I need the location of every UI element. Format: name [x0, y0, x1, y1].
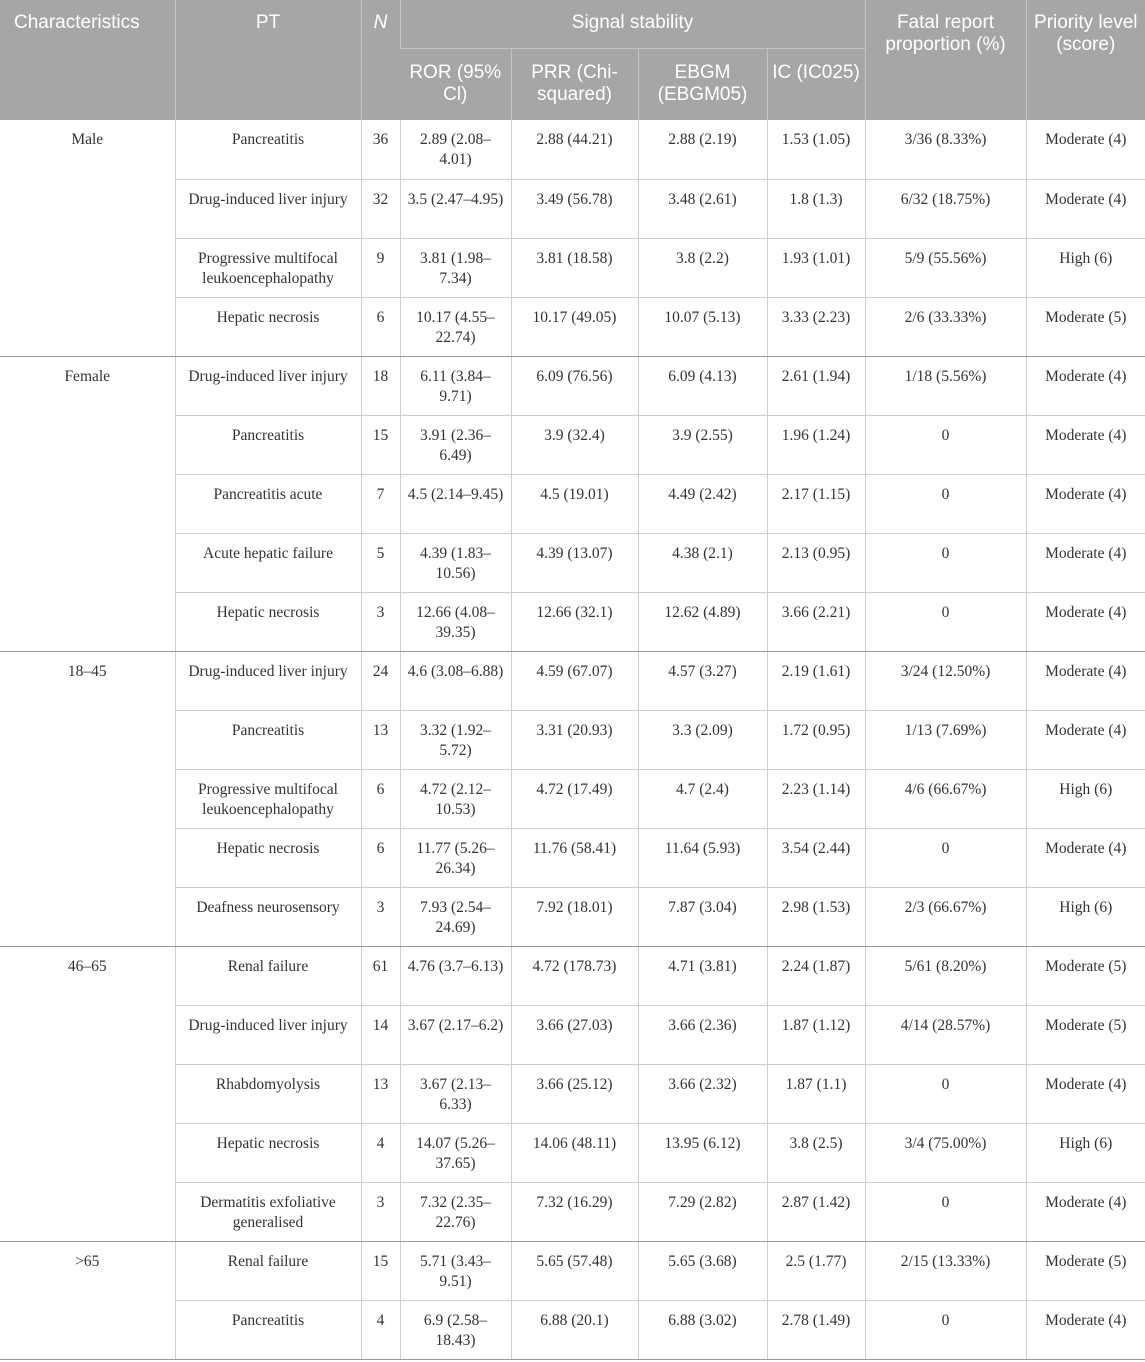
cell-fatal: 3/4 (75.00%)	[865, 1123, 1026, 1182]
cell-priority: Moderate (4)	[1026, 533, 1145, 592]
cell-pt: Progressive multifocal leukoencephalopathy	[175, 238, 361, 297]
cell-fatal: 4/6 (66.67%)	[865, 769, 1026, 828]
cell-pt: Hepatic necrosis	[175, 592, 361, 651]
cell-pt: Hepatic necrosis	[175, 828, 361, 887]
cell-priority: Moderate (4)	[1026, 415, 1145, 474]
cell-priority: Moderate (4)	[1026, 1064, 1145, 1123]
cell-ebgm: 5.65 (3.68)	[638, 1241, 767, 1300]
cell-pt: Rhabdomyolysis	[175, 1064, 361, 1123]
cell-pt: Progressive multifocal leukoencephalopathy	[175, 769, 361, 828]
cell-ebgm: 3.66 (2.32)	[638, 1064, 767, 1123]
table-row	[0, 356, 1145, 415]
cell-ebgm: 10.07 (5.13)	[638, 297, 767, 356]
cell-fatal: 1/13 (7.69%)	[865, 710, 1026, 769]
cell-prr: 3.66 (25.12)	[511, 1064, 638, 1123]
cell-ic: 2.87 (1.42)	[767, 1182, 865, 1241]
cell-ror: 10.17 (4.55–22.74)	[400, 297, 511, 356]
cell-ic: 3.66 (2.21)	[767, 592, 865, 651]
cell-ic: 2.24 (1.87)	[767, 946, 865, 1005]
cell-n: 14	[361, 1005, 400, 1064]
cell-pt: Acute hepatic failure	[175, 533, 361, 592]
cell-prr: 4.59 (67.07)	[511, 651, 638, 710]
cell-pt: Drug-induced liver injury	[175, 1005, 361, 1064]
header-priority: Priority level (score)	[1026, 0, 1145, 120]
cell-ebgm: 4.38 (2.1)	[638, 533, 767, 592]
cell-n: 15	[361, 415, 400, 474]
cell-n: 13	[361, 1064, 400, 1123]
header-ic: IC (IC025)	[767, 48, 865, 120]
cell-ebgm: 3.66 (2.36)	[638, 1005, 767, 1064]
cell-fatal: 2/6 (33.33%)	[865, 297, 1026, 356]
cell-ic: 1.96 (1.24)	[767, 415, 865, 474]
cell-ic: 2.5 (1.77)	[767, 1241, 865, 1300]
cell-ror: 3.81 (1.98–7.34)	[400, 238, 511, 297]
header-n: N	[361, 0, 400, 120]
cell-fatal: 0	[865, 474, 1026, 533]
cell-n: 5	[361, 533, 400, 592]
cell-n: 36	[361, 120, 400, 179]
cell-n: 24	[361, 651, 400, 710]
cell-prr: 3.81 (18.58)	[511, 238, 638, 297]
cell-ic: 2.78 (1.49)	[767, 1300, 865, 1359]
cell-pt: Hepatic necrosis	[175, 1123, 361, 1182]
cell-ic: 1.87 (1.12)	[767, 1005, 865, 1064]
cell-fatal: 0	[865, 828, 1026, 887]
cell-pt: Drug-induced liver injury	[175, 651, 361, 710]
cell-n: 32	[361, 179, 400, 238]
cell-ic: 2.98 (1.53)	[767, 887, 865, 946]
cell-ror: 3.32 (1.92–5.72)	[400, 710, 511, 769]
cell-n: 3	[361, 592, 400, 651]
cell-prr: 11.76 (58.41)	[511, 828, 638, 887]
cell-prr: 4.72 (178.73)	[511, 946, 638, 1005]
header-prr: PRR (Chi-squared)	[511, 48, 638, 120]
cell-ebgm: 2.88 (2.19)	[638, 120, 767, 179]
cell-prr: 3.49 (56.78)	[511, 179, 638, 238]
cell-priority: Moderate (4)	[1026, 828, 1145, 887]
cell-fatal: 5/61 (8.20%)	[865, 946, 1026, 1005]
cell-pt: Pancreatitis	[175, 710, 361, 769]
cell-ic: 2.17 (1.15)	[767, 474, 865, 533]
cell-prr: 4.39 (13.07)	[511, 533, 638, 592]
cell-ebgm: 3.3 (2.09)	[638, 710, 767, 769]
cell-ror: 4.76 (3.7–6.13)	[400, 946, 511, 1005]
cell-prr: 10.17 (49.05)	[511, 297, 638, 356]
cell-ebgm: 7.29 (2.82)	[638, 1182, 767, 1241]
cell-priority: High (6)	[1026, 238, 1145, 297]
cell-priority: Moderate (4)	[1026, 179, 1145, 238]
cell-priority: Moderate (4)	[1026, 120, 1145, 179]
header-signal-stability: Signal stability	[400, 0, 865, 48]
cell-priority: Moderate (4)	[1026, 592, 1145, 651]
cell-fatal: 1/18 (5.56%)	[865, 356, 1026, 415]
cell-fatal: 2/15 (13.33%)	[865, 1241, 1026, 1300]
cell-n: 7	[361, 474, 400, 533]
cell-pt: Pancreatitis	[175, 1300, 361, 1359]
cell-prr: 7.92 (18.01)	[511, 887, 638, 946]
cell-ebgm: 11.64 (5.93)	[638, 828, 767, 887]
cell-ror: 3.91 (2.36–6.49)	[400, 415, 511, 474]
header-fatal: Fatal report proportion (%)	[865, 0, 1026, 120]
cell-ic: 1.53 (1.05)	[767, 120, 865, 179]
group-label: Female	[0, 356, 175, 651]
cell-priority: Moderate (5)	[1026, 1241, 1145, 1300]
cell-prr: 14.06 (48.11)	[511, 1123, 638, 1182]
cell-n: 15	[361, 1241, 400, 1300]
header-pt: PT	[175, 0, 361, 120]
cell-prr: 12.66 (32.1)	[511, 592, 638, 651]
cell-ror: 3.67 (2.13–6.33)	[400, 1064, 511, 1123]
cell-n: 18	[361, 356, 400, 415]
cell-n: 3	[361, 887, 400, 946]
cell-fatal: 0	[865, 1182, 1026, 1241]
cell-prr: 4.5 (19.01)	[511, 474, 638, 533]
cell-ebgm: 3.9 (2.55)	[638, 415, 767, 474]
cell-pt: Drug-induced liver injury	[175, 179, 361, 238]
cell-prr: 3.31 (20.93)	[511, 710, 638, 769]
table-row	[0, 946, 1145, 1005]
cell-fatal: 3/36 (8.33%)	[865, 120, 1026, 179]
cell-ror: 5.71 (3.43–9.51)	[400, 1241, 511, 1300]
cell-n: 6	[361, 297, 400, 356]
cell-prr: 4.72 (17.49)	[511, 769, 638, 828]
cell-pt: Deafness neurosensory	[175, 887, 361, 946]
cell-pt: Renal failure	[175, 946, 361, 1005]
cell-fatal: 0	[865, 415, 1026, 474]
header-ror: ROR (95% Cl)	[400, 48, 511, 120]
cell-ebgm: 12.62 (4.89)	[638, 592, 767, 651]
cell-ebgm: 6.88 (3.02)	[638, 1300, 767, 1359]
cell-ic: 2.23 (1.14)	[767, 769, 865, 828]
cell-prr: 7.32 (16.29)	[511, 1182, 638, 1241]
cell-ic: 1.87 (1.1)	[767, 1064, 865, 1123]
cell-ror: 3.5 (2.47–4.95)	[400, 179, 511, 238]
cell-prr: 6.09 (76.56)	[511, 356, 638, 415]
cell-priority: Moderate (4)	[1026, 356, 1145, 415]
cell-fatal: 4/14 (28.57%)	[865, 1005, 1026, 1064]
cell-ror: 7.32 (2.35–22.76)	[400, 1182, 511, 1241]
cell-priority: High (6)	[1026, 769, 1145, 828]
cell-n: 9	[361, 238, 400, 297]
cell-ebgm: 7.87 (3.04)	[638, 887, 767, 946]
header-characteristics: Characteristics	[0, 0, 175, 120]
group-label: >65	[0, 1241, 175, 1359]
cell-n: 6	[361, 828, 400, 887]
cell-pt: Renal failure	[175, 1241, 361, 1300]
table-row	[0, 1241, 1145, 1300]
cell-n: 61	[361, 946, 400, 1005]
cell-ebgm: 6.09 (4.13)	[638, 356, 767, 415]
cell-ror: 12.66 (4.08–39.35)	[400, 592, 511, 651]
cell-ebgm: 3.48 (2.61)	[638, 179, 767, 238]
cell-fatal: 0	[865, 533, 1026, 592]
cell-pt: Pancreatitis acute	[175, 474, 361, 533]
cell-priority: Moderate (4)	[1026, 710, 1145, 769]
cell-priority: Moderate (4)	[1026, 1182, 1145, 1241]
cell-ebgm: 4.57 (3.27)	[638, 651, 767, 710]
cell-ic: 2.61 (1.94)	[767, 356, 865, 415]
cell-prr: 3.66 (27.03)	[511, 1005, 638, 1064]
cell-ebgm: 13.95 (6.12)	[638, 1123, 767, 1182]
cell-n: 3	[361, 1182, 400, 1241]
cell-ebgm: 4.7 (2.4)	[638, 769, 767, 828]
cell-priority: Moderate (4)	[1026, 474, 1145, 533]
table-body	[0, 120, 1145, 1359]
group-label: 18–45	[0, 651, 175, 946]
cell-prr: 3.9 (32.4)	[511, 415, 638, 474]
cell-n: 4	[361, 1300, 400, 1359]
cell-ror: 11.77 (5.26–26.34)	[400, 828, 511, 887]
cell-ic: 2.19 (1.61)	[767, 651, 865, 710]
cell-ror: 6.9 (2.58–18.43)	[400, 1300, 511, 1359]
cell-priority: Moderate (5)	[1026, 297, 1145, 356]
cell-fatal: 6/32 (18.75%)	[865, 179, 1026, 238]
cell-ic: 1.72 (0.95)	[767, 710, 865, 769]
cell-priority: High (6)	[1026, 887, 1145, 946]
cell-prr: 5.65 (57.48)	[511, 1241, 638, 1300]
cell-ror: 4.39 (1.83–10.56)	[400, 533, 511, 592]
header-ebgm: EBGM (EBGM05)	[638, 48, 767, 120]
cell-ic: 1.93 (1.01)	[767, 238, 865, 297]
cell-fatal: 0	[865, 1300, 1026, 1359]
cell-priority: Moderate (4)	[1026, 1300, 1145, 1359]
cell-ic: 1.8 (1.3)	[767, 179, 865, 238]
cell-ebgm: 4.71 (3.81)	[638, 946, 767, 1005]
table-row	[0, 651, 1145, 710]
cell-ror: 7.93 (2.54–24.69)	[400, 887, 511, 946]
cell-n: 6	[361, 769, 400, 828]
cell-pt: Pancreatitis	[175, 120, 361, 179]
cell-pt: Drug-induced liver injury	[175, 356, 361, 415]
cell-ebgm: 4.49 (2.42)	[638, 474, 767, 533]
cell-n: 4	[361, 1123, 400, 1182]
table-header	[0, 0, 1145, 120]
cell-ic: 3.33 (2.23)	[767, 297, 865, 356]
cell-fatal: 2/3 (66.67%)	[865, 887, 1026, 946]
cell-pt: Hepatic necrosis	[175, 297, 361, 356]
cell-pt: Pancreatitis	[175, 415, 361, 474]
cell-priority: Moderate (5)	[1026, 946, 1145, 1005]
cell-ic: 3.8 (2.5)	[767, 1123, 865, 1182]
cell-fatal: 0	[865, 592, 1026, 651]
cell-ror: 4.5 (2.14–9.45)	[400, 474, 511, 533]
cell-priority: High (6)	[1026, 1123, 1145, 1182]
cell-n: 13	[361, 710, 400, 769]
cell-fatal: 0	[865, 1064, 1026, 1123]
cell-ror: 3.67 (2.17–6.2)	[400, 1005, 511, 1064]
group-label: 46–65	[0, 946, 175, 1241]
cell-priority: Moderate (4)	[1026, 651, 1145, 710]
cell-ic: 2.13 (0.95)	[767, 533, 865, 592]
cell-ror: 2.89 (2.08–4.01)	[400, 120, 511, 179]
cell-prr: 2.88 (44.21)	[511, 120, 638, 179]
cell-priority: Moderate (5)	[1026, 1005, 1145, 1064]
cell-fatal: 5/9 (55.56%)	[865, 238, 1026, 297]
cell-ic: 3.54 (2.44)	[767, 828, 865, 887]
cell-prr: 6.88 (20.1)	[511, 1300, 638, 1359]
cell-fatal: 3/24 (12.50%)	[865, 651, 1026, 710]
cell-ror: 4.6 (3.08–6.88)	[400, 651, 511, 710]
group-label: Male	[0, 120, 175, 356]
cell-ror: 4.72 (2.12–10.53)	[400, 769, 511, 828]
table-row	[0, 120, 1145, 179]
cell-ror: 6.11 (3.84–9.71)	[400, 356, 511, 415]
cell-ebgm: 3.8 (2.2)	[638, 238, 767, 297]
cell-pt: Dermatitis exfoliative generalised	[175, 1182, 361, 1241]
cell-ror: 14.07 (5.26–37.65)	[400, 1123, 511, 1182]
